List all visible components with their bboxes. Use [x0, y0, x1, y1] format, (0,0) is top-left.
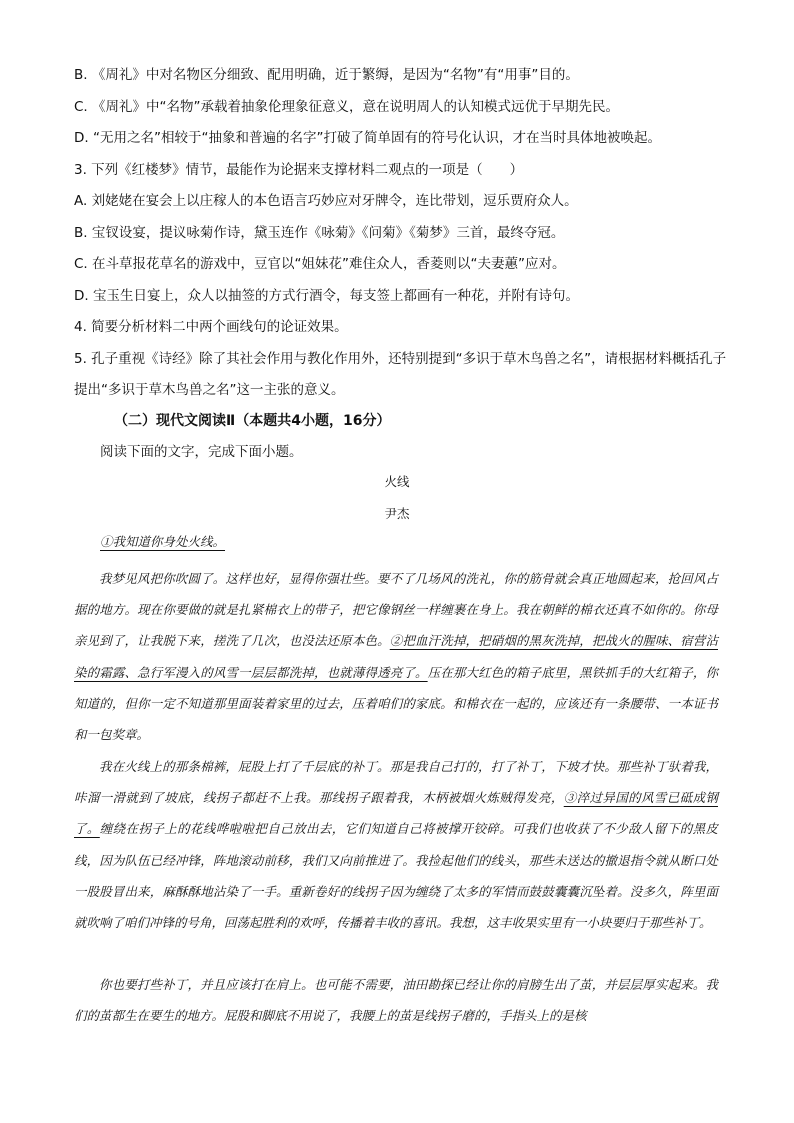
question-5: 5. 孔子重视《诗经》除了其社会作用与教化作用外，还特别提到“多识于草木鸟兽之名”，请根据材料概括孔子提出“多识于草木鸟兽之名”这一主张的意义。 — [74, 351, 727, 398]
section-instruction: 阅读下面的文字，完成下面小题。 — [100, 444, 303, 460]
paragraph-2-text-a: 我在火线上的那条棉裤，屁股上打了千层底的补丁。那是我自己打的，打了补丁，下坡才快。那些补丁驮着我，咔溜一滑就到了坡底，线拐子都赶不上我。那线拐子跟着我，木柄被烟火炼贼得发亮， — [74, 759, 718, 806]
article-paragraph-2 — [74, 751, 718, 938]
question-3-option-d: D. 宝玉生日宴上，众人以抽签的方式行酒令，每支签上都画有一种花，并附有诗句。 — [74, 288, 579, 304]
article-author: 尹杰 — [384, 506, 410, 521]
option-c: C. 《周礼》中“名物”承载着抽象伦理象征意义，意在说明周人的认知模式远优于早期先民。 — [74, 99, 619, 115]
question-3-option-a: A. 刘姥姥在宴会上以庄稼人的本色语言巧妙应对牙牌令，连比带划，逗乐贾府众人。 — [74, 193, 578, 209]
paragraph-2-text-b: 缠绕在拐子上的花线哗啦啦把自己放出去，它们知道自己将被撑开铰碎。可我们也收获了不少敌人留下的黑皮线，因为队伍已经冲锋，阵地滚动前移，我们又向前推进了。我捡起他们的线头，那些未送达的撤退指令就从断口处一股股冒出来，麻酥酥地沾染了一手。重新卷好的线拐子因为缠绕了太多的军情而鼓鼓囊囊沉坠着。没多久，阵里面就吹响了咱们冲锋的号角，回荡起胜利的欢呼，传播着丰收的喜讯。我想，这丰收果实里有一小块要归于那些补丁。 — [74, 821, 718, 931]
paragraph-1-text-b: 压在那大红色的箱子底里，黑铁抓手的大红箱子，你知道的，但你一定不知道那里面装着家里的过去，压着咱们的家底。和棉衣在一起的，应该还有一条腰带、一本证书和一包奖章。 — [74, 664, 718, 743]
question-4: 4. 简要分析材料二中两个画线句的论证效果。 — [74, 319, 348, 335]
question-3-option-c: C. 在斗草报花草名的游戏中，豆官以“姐妹花”难住众人，香菱则以“夫妻蕙”应对。 — [74, 256, 566, 272]
option-b: B. 《周礼》中对名物区分细致、配用明确，近于繁缛，是因为“名物”有“用事”目的。 — [74, 67, 579, 83]
article-paragraph-3: 你也要打些补丁，并且应该打在肩上。也可能不需要，油田勘探已经让你的肩膀生出了茧，并层层厚实起来。我们的茧都生在要生的地方。屁股和脚底不用说了，我腰上的茧是线拐子磨的，手指头上的是核 — [74, 977, 718, 1024]
question-3-option-b: B. 宝钗设宴，提议咏菊作诗，黛玉连作《咏菊》《问菊》《菊梦》三首，最终夺冠。 — [74, 225, 565, 241]
article-paragraph-1 — [74, 563, 718, 750]
option-d: D. “无用之名”相较于“抽象和普遍的名字”打破了简单固有的符号化认识，才在当时具体地被唤起。 — [74, 130, 661, 146]
underlined-sentence-3: ③淬过异国的风雪已砥成钢了。 — [74, 790, 718, 837]
underlined-sentence-2: ②把血汗洗掉，把硝烟的黑灰洗掉，把战火的腥味、宿营沾染的霜露、急行军漫入的风雪一层层都洗掉，也就薄得透亮了。 — [74, 633, 718, 680]
section-heading: （二）现代文阅读Ⅱ（本题共4小题，16分） — [114, 413, 391, 429]
article-title: 火线 — [384, 474, 410, 489]
paragraph-1-text-a: 我梦见风把你吹圆了。这样也好，显得你强壮些。要不了几场风的洗礼，你的筋骨就会真正地圆起来，抢回风占据的地方。现在你要做的就是扎紧棉衣上的带子，把它像钢丝一样缠裹在身上。我在朝鲜的棉衣还真不如你的。你母亲见到了，让我脱下来，搓洗了几次，也没法还原本色。 — [74, 571, 718, 649]
question-3: 3. 下列《红楼梦》情节，最能作为论据来支撑材料二观点的一项是（ ） — [74, 162, 524, 178]
article-lead-sentence: ①我知道你身处火线。 — [100, 534, 226, 549]
